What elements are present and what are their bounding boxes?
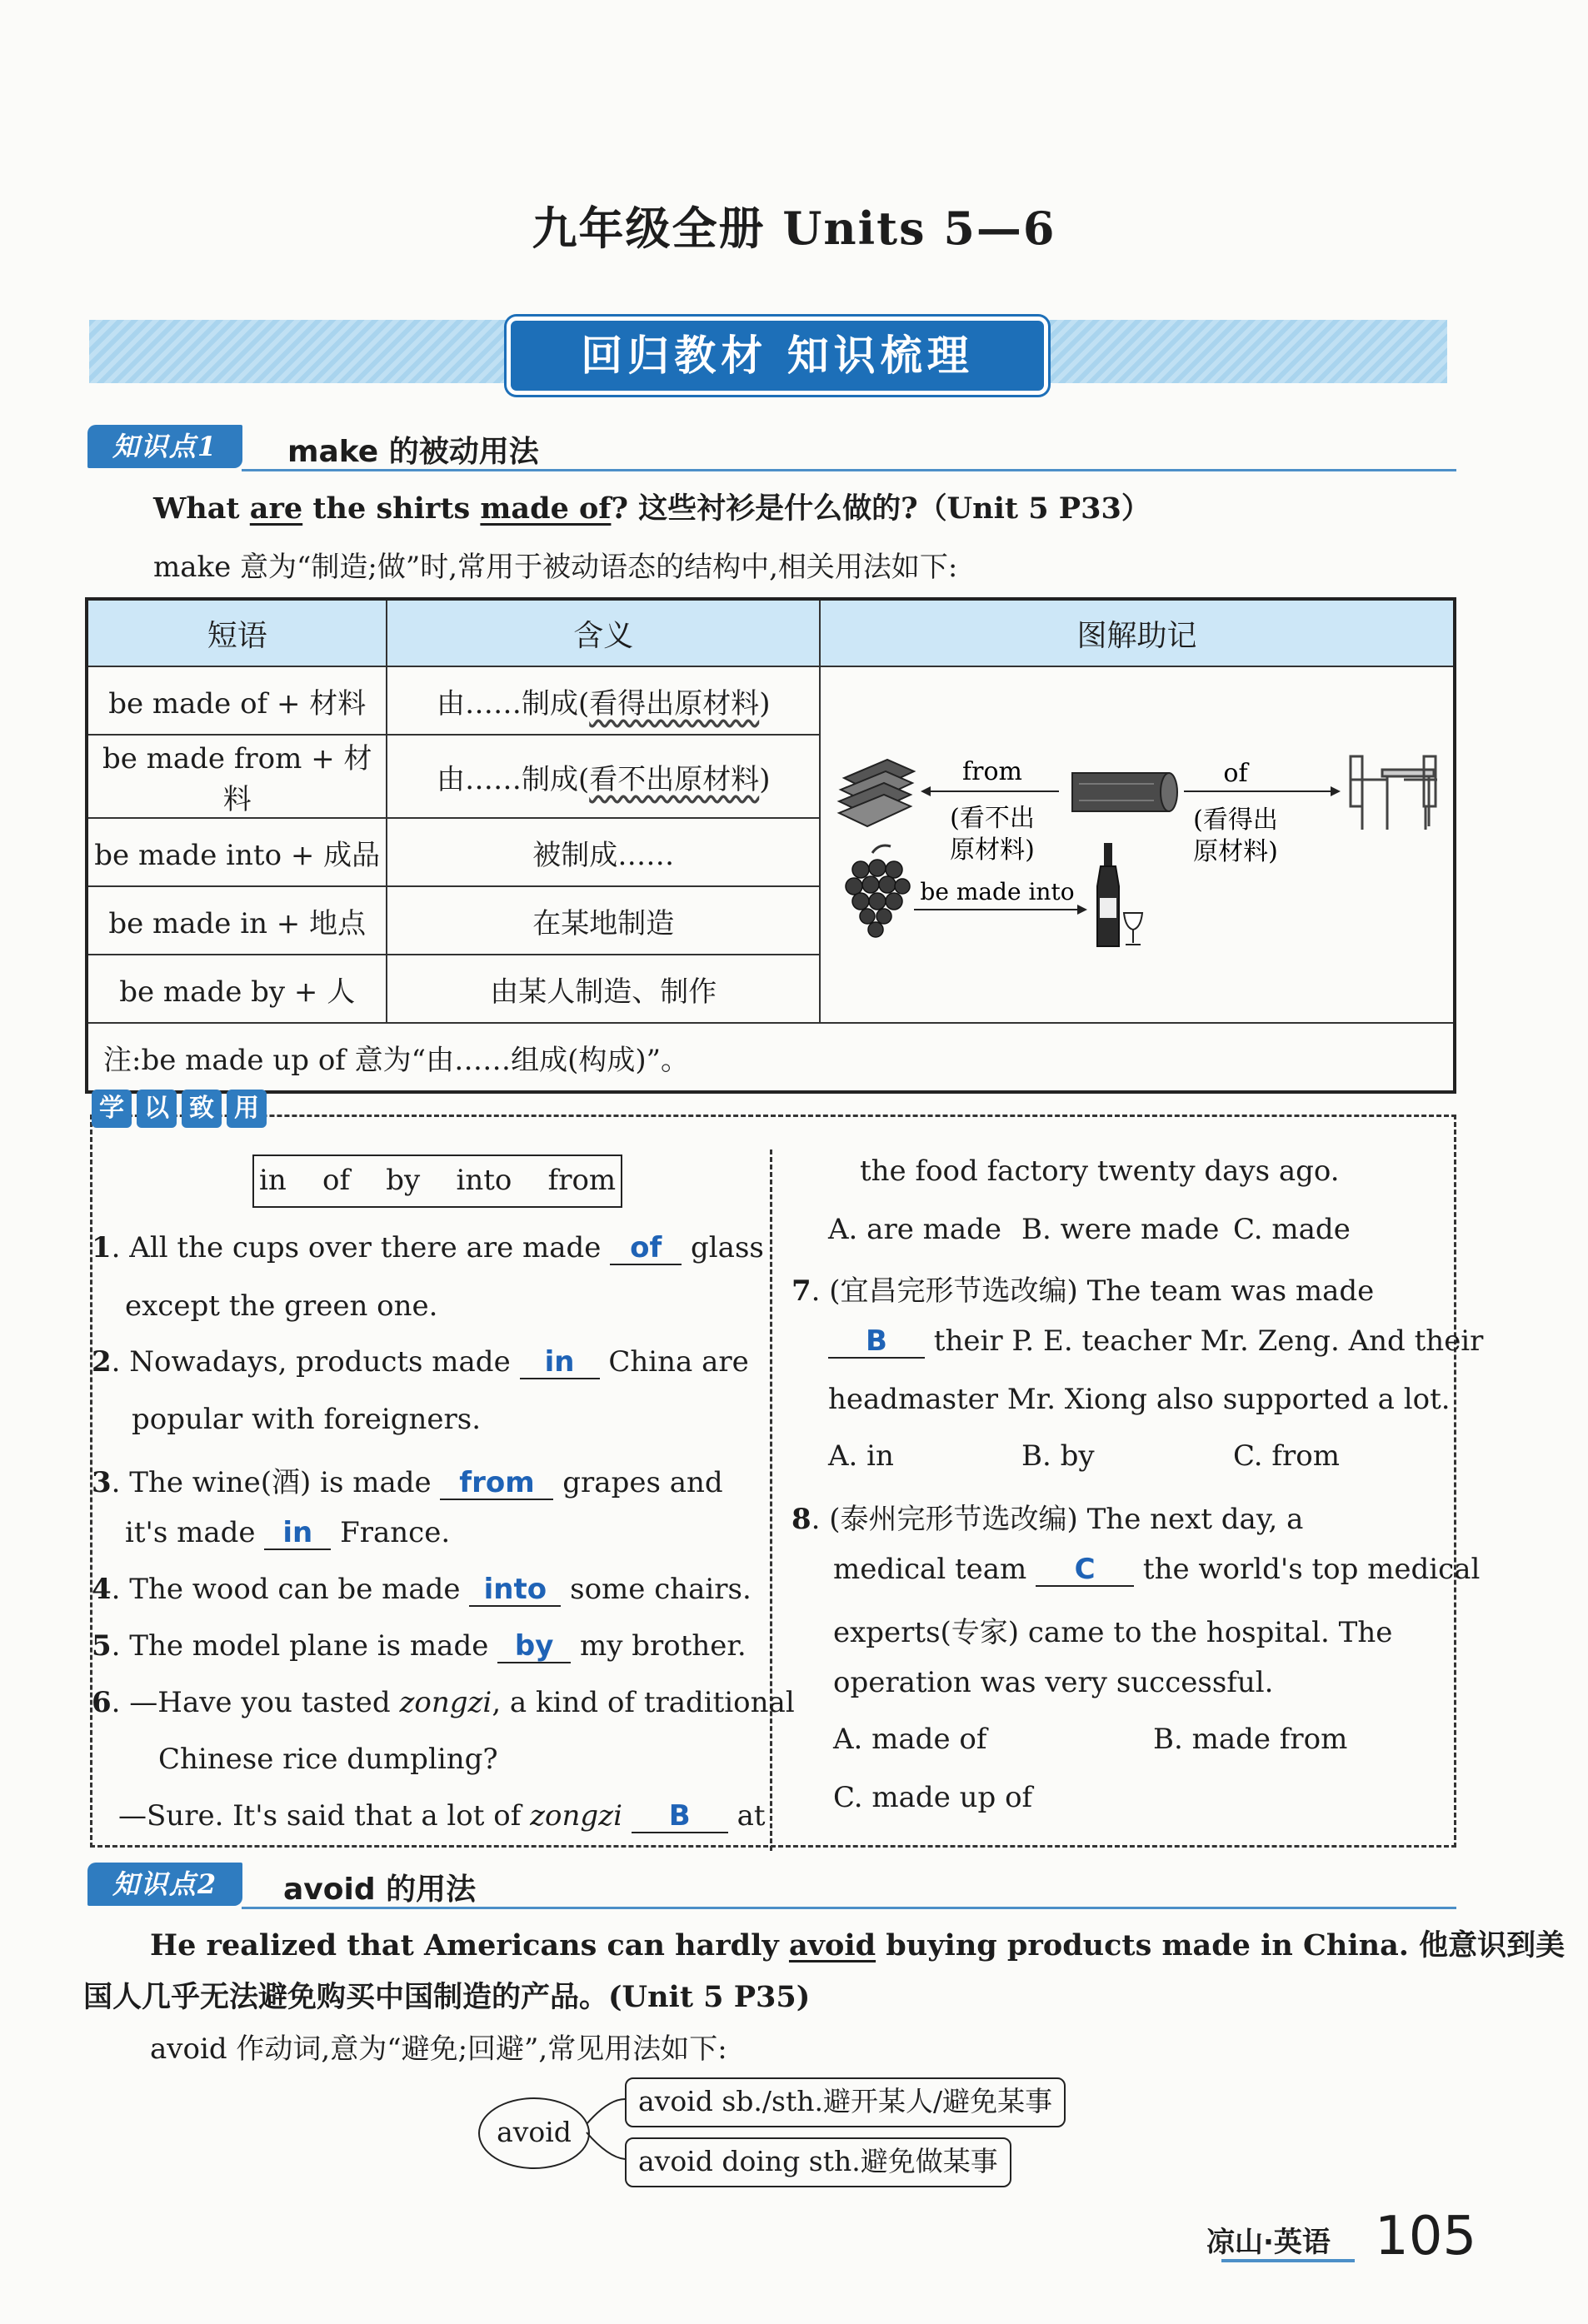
question-6-option-b: B. were made	[1021, 1213, 1220, 1246]
kp2-example-sentence-line2: 国人几乎无法避免购买中国制造的产品。(Unit 5 P35)	[83, 1980, 811, 2014]
page-number: 105	[1375, 2206, 1477, 2267]
question-6-option-c: C. made	[1233, 1213, 1351, 1246]
question-7	[792, 1268, 1374, 1309]
question-7-option-c: C. from	[1233, 1439, 1340, 1473]
knowledge-point-2-badge: 知识点2	[87, 1863, 242, 1906]
question-text: their P. E. teacher Mr. Zeng. And their	[925, 1324, 1484, 1358]
meaning-text: )	[759, 762, 771, 796]
header-meaning: 含义	[387, 599, 820, 666]
footer-label: 凉山·英语	[1206, 2226, 1331, 2259]
question-number: 4	[92, 1573, 112, 1606]
question-number: 5	[92, 1629, 112, 1663]
question-8-line2	[833, 1553, 1480, 1587]
kp1-example-sentence	[153, 486, 1151, 527]
meaning-text: 由……制成(	[436, 686, 590, 721]
meaning-emphasis: 看不出原材料	[589, 762, 760, 796]
page-title: 九年级全册 Units 5—6	[532, 202, 1056, 255]
meaning-text: 由……制成(	[436, 762, 590, 796]
question-2-cont: popular with foreigners.	[132, 1403, 482, 1436]
kp1-intro: make 意为“制造;做”时,常用于被动语态的结构中,相关用法如下:	[153, 551, 958, 584]
question-text: France.	[331, 1516, 451, 1549]
of-note-line1: (看得出	[1193, 805, 1278, 835]
question-6-option-a: A. are made	[828, 1213, 1002, 1246]
phrase-cell: be made from + 材料	[87, 735, 387, 818]
practice-tag-char: 致	[182, 1090, 222, 1128]
question-number: 7	[792, 1274, 811, 1308]
question-text: . —Have you tasted	[111, 1686, 400, 1719]
meaning-cell: 由某人制造、制作	[387, 955, 820, 1023]
question-1	[92, 1231, 764, 1265]
kp1-sentence-part: the shirts	[302, 491, 481, 526]
phrase-cell: be made in + 地点	[87, 886, 387, 955]
question-text: glass	[682, 1231, 764, 1264]
mind-map-item: avoid sb./sth.避开某人/避免某事	[625, 2077, 1066, 2127]
question-8-line4: operation was very successful.	[833, 1666, 1274, 1699]
kp2-sentence-part: buying products made in China. 他意识到美	[876, 1928, 1566, 1962]
question-8	[792, 1496, 1303, 1537]
diagram-cell	[820, 666, 1455, 1023]
question-italic: zongzi	[530, 1799, 622, 1833]
question-text: , a kind of traditional	[492, 1686, 795, 1719]
of-arrow	[1184, 786, 1341, 796]
into-label: be made into	[920, 878, 1075, 905]
kp2-sentence-part: He realized that Americans can hardly	[150, 1928, 789, 1962]
question-8-option-c: C. made up of	[833, 1781, 1033, 1814]
section-title: 回归教材 知识梳理	[507, 317, 1048, 395]
knowledge-point-2-title: avoid 的用法	[283, 1873, 477, 1907]
practice-tag-char: 学	[92, 1090, 132, 1128]
question-text: it's made	[125, 1516, 265, 1549]
question-text: —Sure. It's said that a lot of	[118, 1799, 531, 1833]
answer-blank: from	[440, 1467, 553, 1500]
grapes-icon	[846, 845, 910, 937]
question-6-cont: the food factory twenty days ago.	[860, 1155, 1340, 1188]
answer-blank: of	[610, 1232, 682, 1265]
question-number: 2	[92, 1345, 112, 1379]
kp1-sentence-part: What	[153, 491, 250, 526]
question-text: . The model plane is made	[111, 1629, 498, 1663]
practice-tag-char: 以	[137, 1090, 177, 1128]
question-text: . Nowadays, products made	[111, 1345, 520, 1379]
meaning-cell	[387, 666, 820, 735]
knowledge-point-1-title: make 的被动用法	[287, 435, 539, 469]
question-5	[92, 1629, 747, 1663]
from-arrow	[921, 786, 1059, 796]
question-3-cont	[125, 1516, 450, 1550]
answer-blank: B	[632, 1800, 728, 1833]
mind-map-center: avoid	[478, 2097, 590, 2169]
kp2-intro: avoid 作动词,意为“避免;回避”,常见用法如下:	[150, 2032, 727, 2066]
knowledge-point-1-badge: 知识点1	[87, 425, 242, 468]
question-7-option-a: A. in	[828, 1439, 894, 1473]
question-number: 3	[92, 1466, 112, 1499]
from-note-line2: 原材料)	[950, 835, 1035, 865]
mind-map-item: avoid doing sth.避免做某事	[625, 2137, 1011, 2187]
answer-blank: C	[1036, 1553, 1134, 1587]
make-usage-table	[85, 597, 1456, 1094]
answer-blank: into	[469, 1573, 561, 1607]
make-diagram	[821, 680, 1451, 1010]
question-text: . (泰州完形节选改编) The next day, a	[811, 1503, 1304, 1536]
question-8-option-a: A. made of	[833, 1723, 987, 1756]
answer-blank: in	[264, 1517, 331, 1550]
question-italic: zongzi	[399, 1686, 492, 1719]
question-3	[92, 1459, 723, 1500]
question-number: 1	[92, 1231, 112, 1264]
question-text: some chairs.	[561, 1573, 752, 1606]
meaning-cell: 被制成……	[387, 818, 820, 886]
question-text: . (宜昌完形节选改编) The team was made	[811, 1274, 1375, 1308]
question-text: . All the cups over there are made	[111, 1231, 611, 1264]
question-8-option-b: B. made from	[1153, 1723, 1348, 1756]
header-diagram: 图解助记	[820, 599, 1455, 666]
from-label: from	[962, 757, 1022, 786]
question-7-option-b: B. by	[1021, 1439, 1095, 1473]
knowledge-point-2-rule	[242, 1907, 1456, 1909]
meaning-cell	[387, 735, 820, 818]
question-1-cont: except the green one.	[125, 1289, 438, 1323]
log-icon	[1072, 773, 1177, 811]
question-text: China are	[599, 1345, 749, 1379]
table-note: 注:be made up of 意为“由……组成(构成)”。	[87, 1023, 1455, 1092]
question-7-line2	[828, 1324, 1483, 1359]
into-arrow	[914, 905, 1087, 915]
wine-bottle-icon	[1097, 843, 1142, 946]
kp2-example-sentence	[150, 1923, 1565, 1964]
meaning-cell: 在某地制造	[387, 886, 820, 955]
question-4	[92, 1573, 752, 1607]
question-text: the world's top medical	[1134, 1553, 1481, 1586]
answer-blank: B	[828, 1325, 925, 1359]
meaning-emphasis: 看得出原材料	[589, 686, 760, 721]
knowledge-point-1-rule	[242, 469, 1456, 471]
header-phrase: 短语	[87, 599, 387, 666]
question-text: grapes and	[553, 1466, 723, 1499]
question-6-line3	[118, 1799, 766, 1833]
phrase-cell: be made of + 材料	[87, 666, 387, 735]
word-bank: in of by into from	[252, 1155, 622, 1208]
practice-tag-char: 用	[227, 1090, 267, 1128]
question-text: my brother.	[571, 1629, 747, 1663]
from-note-line1: (看不出	[950, 804, 1035, 833]
kp1-sentence-made-of: made of	[480, 491, 612, 526]
phrase-cell: be made into + 成品	[87, 818, 387, 886]
question-text: . The wine(酒) is made	[111, 1466, 441, 1499]
question-number: 8	[792, 1503, 811, 1536]
column-divider	[770, 1150, 772, 1851]
paper-stack-icon	[839, 760, 914, 826]
question-text: at	[727, 1799, 766, 1833]
footer-rule	[1221, 2259, 1355, 2262]
kp2-sentence-avoid: avoid	[788, 1928, 876, 1962]
kp1-sentence-are: are	[249, 491, 303, 526]
question-text: . The wood can be made	[111, 1573, 470, 1606]
question-2	[92, 1345, 749, 1379]
answer-blank: in	[520, 1346, 600, 1379]
furniture-icon	[1351, 756, 1437, 830]
of-note-line2: 原材料)	[1193, 837, 1278, 866]
question-7-line3: headmaster Mr. Xiong also supported a lot.	[828, 1383, 1451, 1416]
of-label: of	[1223, 759, 1248, 788]
kp1-sentence-part: ? 这些衬衫是什么做的?（Unit 5 P33）	[611, 491, 1151, 526]
meaning-text: )	[759, 686, 771, 721]
phrase-cell: be made by + 人	[87, 955, 387, 1023]
question-6-line2: Chinese rice dumpling?	[158, 1743, 498, 1776]
question-6	[92, 1686, 795, 1719]
question-8-line3: experts(专家) came to the hospital. The	[833, 1616, 1393, 1649]
answer-blank: by	[497, 1630, 571, 1663]
question-text: medical team	[833, 1553, 1036, 1586]
practice-tag	[92, 1090, 267, 1128]
question-number: 6	[92, 1686, 112, 1719]
